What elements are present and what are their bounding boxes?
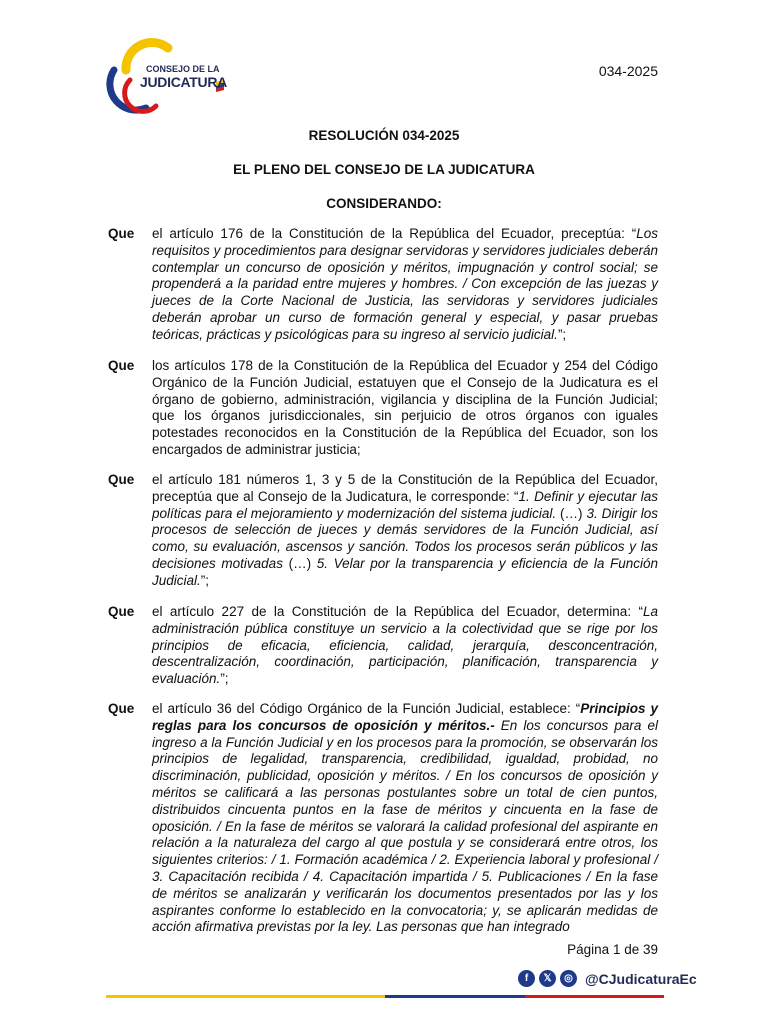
page-number: Página 1 de 39: [567, 942, 658, 957]
que-label: Que: [108, 472, 135, 487]
que-label: Que: [108, 604, 135, 619]
social-handle[interactable]: @CJudicaturaEc: [585, 970, 697, 987]
resolution-title: RESOLUCIÓN 034-2025: [308, 128, 460, 143]
text-segment: ”;: [557, 326, 567, 342]
que-label: Que: [108, 358, 135, 373]
considerando-paragraph: [108, 358, 658, 459]
considerando-paragraph: [108, 472, 658, 590]
logo-line2: JUDICATURA: [140, 74, 227, 90]
considering-heading: CONSIDERANDO:: [326, 196, 442, 211]
x-icon[interactable]: 𝕏: [539, 970, 556, 987]
bar-red: [525, 995, 665, 998]
bar-blue: [385, 995, 525, 998]
paragraph-text: [152, 604, 658, 688]
flag-color-bar: [106, 995, 664, 998]
paragraph-text: [152, 358, 658, 459]
paragraph-text: [152, 226, 658, 344]
text-segment: Principios y reglas para los concursos de oposición y méritos.-: [152, 701, 658, 733]
logo-line1: CONSEJO DE LA: [146, 64, 220, 74]
text-segment: (…): [556, 505, 587, 521]
text-segment: el artículo 227 de la Constitución de la República del Ecuador, determina: “: [152, 604, 643, 619]
text-segment: ”;: [200, 572, 210, 588]
text-segment: los artículos 178 de la Constitución de la República del Ecuador y 254 del Código Orgánico de la Función Judicial, estatuyen que el Consejo de la Judicatura es el órgano de gobierno, administración, vigilancia y disciplina de la Función Judicial; que los órganos jurisdiccionales, sin perjuicio de otros órganos con iguales potestades reconocidos en la Constitución de la República del Ecuador, son los encargados de administrar justicia;: [152, 358, 658, 457]
text-segment: 3. Dirigir los procesos de selección de jueces y demás servidores de la Función Judicial, así como, su evaluación, ascensos y sanción. Todos los procesos serán públicos y las decisiones motivadas: [152, 505, 659, 571]
considerando-paragraph: [108, 226, 658, 344]
bar-yellow: [106, 995, 385, 998]
considerando-paragraph: [108, 604, 658, 688]
body-title: EL PLENO DEL CONSEJO DE LA JUDICATURA: [233, 162, 535, 177]
text-segment: ”;: [220, 671, 229, 687]
text-segment: La administración pública constituye un servicio a la colectividad que se rige por los principios de eficacia, eficiencia, calidad, jerarquía, desconcentración, descentralización, coordinación, participación, planificación, transparencia y evaluación.: [152, 604, 658, 687]
document-number: 034-2025: [598, 63, 658, 79]
text-segment: (…): [282, 555, 317, 571]
facebook-icon[interactable]: f: [518, 970, 535, 987]
paragraph-text: [152, 701, 658, 936]
text-segment: el artículo 181 números 1, 3 y 5 de la Constitución de la República del Ecuador, preceptúa que al Consejo de la Judicatura, le corresponde: “: [152, 472, 658, 504]
text-segment: el artículo 36 del Código Orgánico de la Función Judicial, establece: “: [152, 701, 581, 716]
consejo-judicatura-logo: [96, 30, 236, 116]
text-segment: 5. Velar por la transparencia y eficiencia de la Función Judicial.: [152, 555, 658, 588]
text-segment: 1. Definir y ejecutar las políticas para el mejoramiento y modernización del sistema judicial.: [152, 488, 658, 521]
considerando-paragraph: [108, 701, 658, 936]
social-footer: [518, 970, 697, 987]
paragraph-text: [152, 472, 658, 590]
text-segment: En los concursos para el ingreso a la Función Judicial y en los procesos para la promoción, se observarán los principios de legalidad, transparencia, credibilidad, igualdad, probidad, no discriminación, publicidad, oposición y méritos. / En los concursos de oposición y méritos se calificará a las personas postulantes sobre un total de cien puntos, distribuidos cincuenta puntos en la fase de méritos y cincuenta en la fase de oposición. / En la fase de méritos se valorará la calidad profesional del aspirante en relación a la naturaleza del cargo al que postula y se considerará entre otros, los siguientes criterios: / 1. Formación académica / 2. Experiencia laboral y profesional / 3. Capacitación recibida / 4. Capacitación impartida / 5. Publicaciones / En la fase de méritos se analizarán y verificarán los documentos presentados por las y los aspirantes conforme lo establecido en la convocatoria; y, se aplicarán medidas de acción afirmativa previstas por la ley. Las personas que han integrado: [152, 717, 658, 935]
text-segment: el artículo 176 de la Constitución de la República del Ecuador, preceptúa: “: [152, 226, 637, 241]
que-label: Que: [108, 701, 135, 716]
que-label: Que: [108, 226, 135, 241]
instagram-icon[interactable]: ◎: [560, 970, 577, 987]
text-segment: Los requisitos y procedimientos para designar servidoras y servidores judiciales deberán contemplar un concurso de oposición y méritos, impugnación y control social; se propenderá a la paridad entre mujeres y hombres. / Con excepción de las juezas y jueces de la Corte Nacional de Justicia, las servidoras y servidores judiciales deberán aprobar un curso de formación general y especial, y pasar pruebas teóricas, prácticas y psicológicas para su ingreso al servicio judicial.: [152, 226, 658, 342]
